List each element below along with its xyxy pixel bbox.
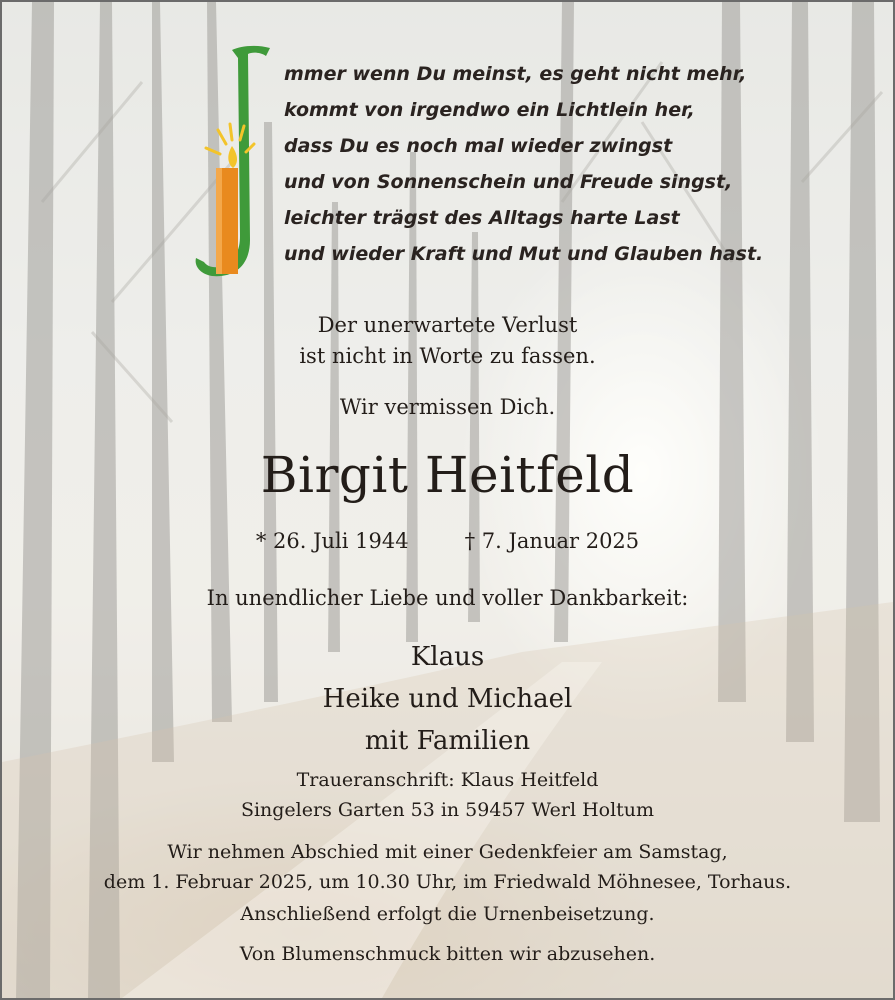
address-line: Traueranschrift: Klaus Heitfeld	[296, 769, 599, 791]
urn-burial-line: Anschließend erfolgt die Urnenbeisetzung.	[240, 903, 655, 925]
deceased-name: Birgit Heitfeld	[260, 446, 635, 504]
poem-line: und wieder Kraft und Mut und Glauben hast.	[284, 243, 764, 265]
poem-line: leichter trägst des Alltags harte Last	[284, 207, 680, 229]
ceremony-info	[2, 837, 893, 897]
family-member: mit Familien	[364, 726, 531, 756]
address-line: Singelers Garten 53 in 59457 Werl Holtum	[240, 799, 655, 821]
dedication-line: In unendlicher Liebe und voller Dankbarkeit:	[206, 586, 689, 610]
ceremony-line: Wir nehmen Abschied mit einer Gedenkfeier am Samstag,	[167, 841, 728, 863]
flowers-line: Von Blumenschmuck bitten wir abzusehen.	[239, 943, 656, 965]
birth-date: * 26. Juli 1944	[255, 529, 409, 553]
family-member: Klaus	[410, 642, 485, 672]
poem-line: mmer wenn Du meinst, es geht nicht mehr,	[284, 63, 747, 85]
miss-line: Wir vermissen Dich.	[339, 395, 556, 419]
poem-line: kommt von irgendwo ein Lichtlein her,	[284, 99, 695, 121]
loss-line: Der unerwartete Verlust	[317, 313, 578, 337]
death-date: † 7. Januar 2025	[464, 529, 640, 553]
candle-initial-j-icon	[190, 40, 280, 285]
loss-statement	[2, 310, 893, 372]
family-member: Heike und Michael	[322, 684, 573, 714]
life-dates	[2, 529, 893, 553]
poem-line: dass Du es noch mal wieder zwingst	[284, 135, 673, 157]
loss-line: ist nicht in Worte zu fassen.	[299, 344, 596, 368]
poem-line: und von Sonnenschein und Freude singst,	[284, 171, 733, 193]
ceremony-line: dem 1. Februar 2025, um 10.30 Uhr, im Friedwald Möhnesee, Torhaus.	[103, 871, 792, 893]
poem	[284, 56, 763, 272]
mourning-address	[2, 765, 893, 825]
family-list	[2, 636, 893, 762]
